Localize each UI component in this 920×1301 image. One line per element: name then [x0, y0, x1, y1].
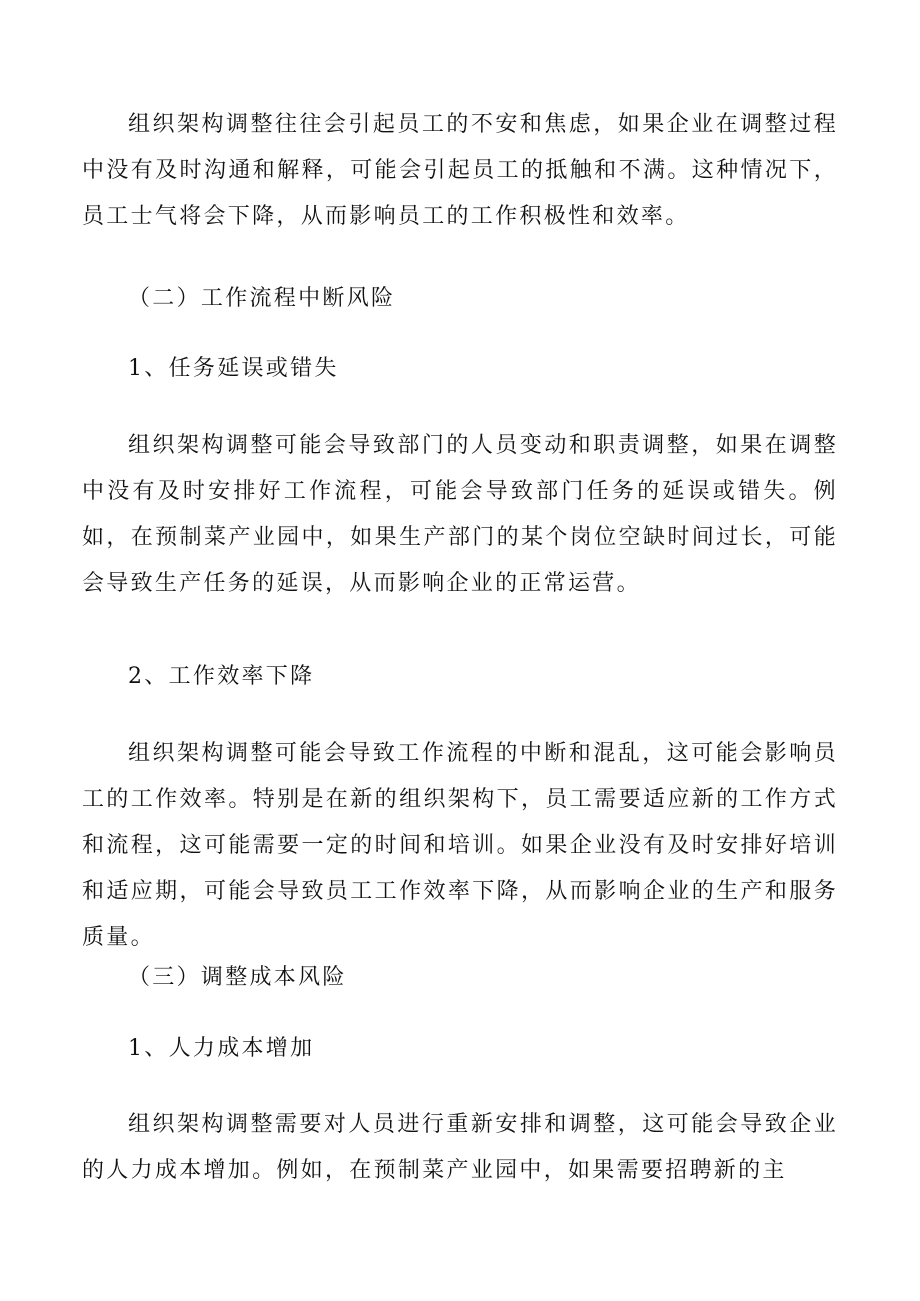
item-heading-labor-cost-increase: 1、人力成本增加	[128, 1036, 315, 1061]
paragraph-labor-cost-increase: 组织架构调整需要对人员进行重新安排和调整，这可能会导致企业的人力成本增加。例如，在预制菜产业园中，如果需要招聘新的主	[82, 1112, 838, 1183]
paragraph-employee-morale: 组织架构调整往往会引起员工的不安和焦虑，如果企业在调整过程中没有及时沟通和解释，可能会引起员工的抵触和不满。这种情况下，员工士气将会下降，从而影响员工的工作积极性和效率。	[82, 112, 838, 229]
paragraph-task-delay: 组织架构调整可能会导致部门的人员变动和职责调整，如果在调整中没有及时安排好工作流程，可能会导致部门任务的延误或错失。例如，在预制菜产业园中，如果生产部门的某个岗位空缺时间过长，可能会导致生产任务的延误，从而影响企业的正常运营。	[82, 433, 838, 596]
section-heading-workflow-interruption-risk: （二）工作流程中断风险	[128, 286, 396, 311]
paragraph-efficiency-decline: 组织架构调整可能会导致工作流程的中断和混乱，这可能会影响员工的工作效率。特别是在新的组织架构下，员工需要适应新的工作方式和流程，这可能需要一定的时间和培训。如果企业没有及时安排好培训和适应期，可能会导致员工工作效率下降，从而影响企业的生产和服务质量。	[82, 741, 838, 950]
item-heading-efficiency-decline: 2、工作效率下降	[128, 664, 315, 689]
item-heading-task-delay: 1、任务延误或错失	[128, 356, 339, 381]
section-heading-adjustment-cost-risk: （三）调整成本风险	[128, 965, 347, 990]
